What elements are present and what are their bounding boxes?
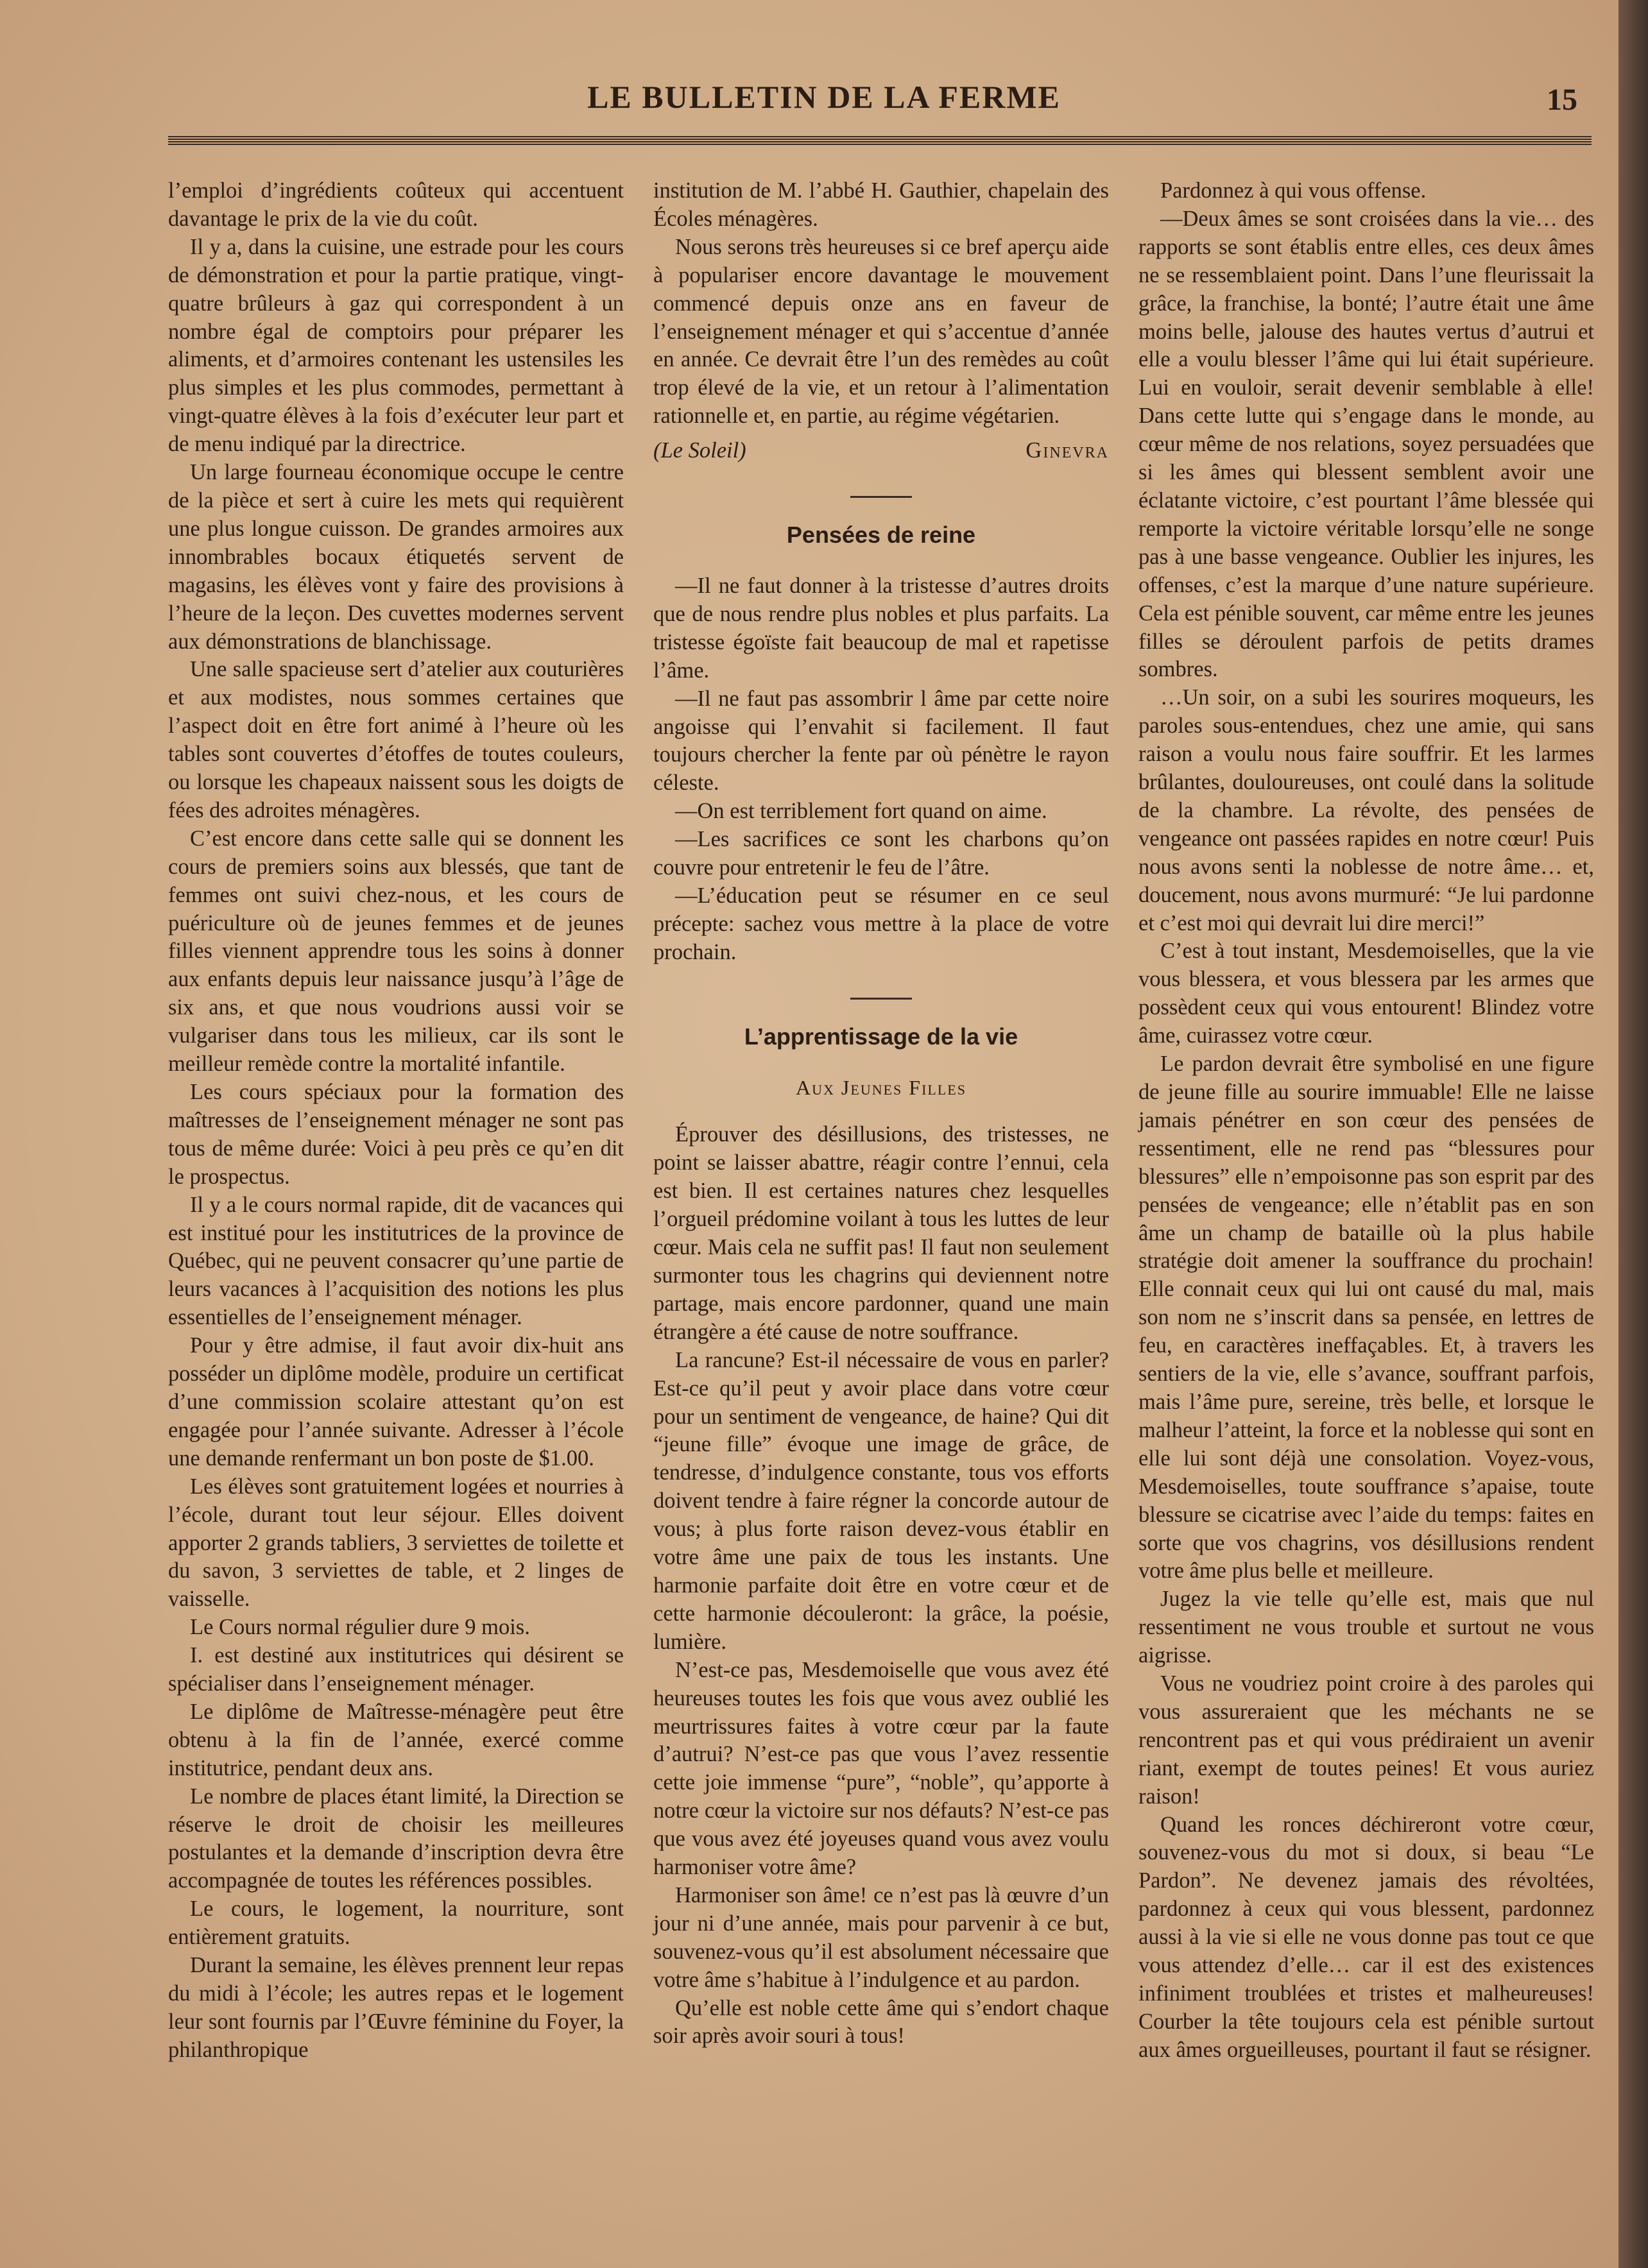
- paragraph: Pour y être admise, il faut avoir dix-huit ans posséder un diplôme modèle, produire un certificat d’une commission scolaire attestant qu’on est engagée pour l’année suivante. Adresser à l’école une demande renfermant un bon poste de $1.00.: [168, 1333, 624, 1471]
- section-heading: Pensées de reine: [786, 522, 976, 549]
- quote-paragraph: —Il ne faut donner à la tristesse d’autres droits que de nous rendre plus nobles et plus parfaits. La tristesse égoïste fait beaucoup de mal et rapetisse l’âme.: [653, 573, 1109, 683]
- paragraph: Il y a, dans la cuisine, une estrade pour les cours de démonstration et pour la partie pratique, vingt-quatre brûleurs à gaz qui correspondent à un nombre égal de comptoirs pour préparer les aliments, et d’armoires contenant les ustensiles les plus simples et les plus commodes, permettant à vingt-quatre élèves à la fois d’exécuter leur part et de menu indiqué par la directrice.: [168, 234, 624, 457]
- paragraph: l’emploi d’ingrédients coûteux qui accentuent davantage le prix de la vie du coût.: [168, 178, 624, 231]
- paragraph: Un large fourneau économique occupe le centre de la pièce et sert à cuire les mets qui requièrent une plus longue cuisson. De grandes armoires aux innombrables bocaux étiquetés servent de magasins, les élèves vont y faire des provisions à l’heure de la leçon. Des cuvettes modernes servent aux démonstrations de blanchissage.: [168, 460, 624, 654]
- paragraph: Nous serons très heureuses si ce bref aperçu aide à populariser encore davantage le mouvement commencé depuis onze ans en faveur de l’enseignement ménager et qui s’accentue d’année en année. Ce devrait être l’un des remèdes au coût trop élevé de la vie, et un retour à l’alimentation rationnelle et, en partie, au régime végétarien.: [653, 234, 1109, 429]
- article-source: (Le Soleil): [653, 438, 746, 463]
- paragraph: Éprouver des désillusions, des tristesses, ne point se laisser abattre, réagir contre l’ennui, cela est bien. Il est certaines natures chez lesquelles l’orgueil prédomine voilant à tous les luttes de leur cœur. Mais cela ne suffit pas! Il faut non seulement surmonter tous les chagrins qui deviennent notre partage, mais encore pardonner, quand une main étrangère a été cause de notre souffrance.: [653, 1122, 1109, 1344]
- paragraph: Quand les ronces déchireront votre cœur, souvenez-vous du mot si doux, si beau “Le Pardon”. Ne devenez jamais des révoltées, pardonnez à ceux qui vous blessent, pardonnez aussi à la vie si elle ne vous donne pas tout ce que vous attendez d’elle… car il est des existences infiniment troublées et tristes et malheureuses! Courber la tête toujours cela est pénible surtout aux âmes orgueilleuses, pourtant il faut se résigner.: [1138, 1812, 1594, 2062]
- paragraph: Le pardon devrait être symbolisé en une figure de jeune fille au sourire immuable! Elle ne laisse jamais pénétrer en son cœur des pensées de ressentiment, elle ne rend pas “blessures pour blessures” elle n’empoisonne pas son esprit par des pensées de vengeance; elle n’établit pas en son âme un champ de bataille où la plus habile stratégie doit amener la souffrance du prochain! Elle connait ceux qui lui ont causé du mal, mais son nom ne s’inscrit dans sa pensée, en lettres de feu, en caractères ineffaçables. Et, à travers les sentiers de la vie, elle s’avance, souffrant parfois, mais l’âme pure, sereine, très belle, et lorsque le malheur l’atteint, la force et la noblesse qui sont en elle lui sont déjà une consolation. Voyez-vous, Mesdemoiselles, toute souffrance s’apaise, toute blessure se cicatrise avec l’aide du temps: faites en sorte que vos chagrins, vos désillusions rendent votre âme plus belle et meilleure.: [1138, 1052, 1594, 1583]
- header-rule: [168, 136, 1592, 145]
- paragraph: C’est encore dans cette salle qui se donnent les cours de premiers soins aux blessés, que tant de femmes ont suivi chez-nous, et les cours de puériculture où de jeunes femmes et de jeunes filles viennent apprendre tous les soins à donner aux enfants depuis leur naissance jusqu’à l’âge de six ans, et que nous voudrions aussi voir se vulgariser dans tous les milieux, car ils sont le meilleur remède contre la mortalité infantile.: [168, 826, 624, 1077]
- paragraph: N’est-ce pas, Mesdemoiselle que vous avez été heureuses toutes les fois que vous avez oublié les meurtrissures faites à votre cœur par la faute d’autrui? N’est-ce pas que vous l’avez ressentie cette joie immense “pure”, “noble”, qu’apporte à notre cœur la victoire sur nos défauts? N’est-ce pas que vous avez été joyeuses quand vous avez voulu harmoniser votre âme?: [653, 1657, 1109, 1880]
- column-2: [653, 177, 1109, 2051]
- page-number: 15: [1547, 83, 1577, 117]
- paragraph: Une salle spacieuse sert d’atelier aux couturières et aux modistes, nous sommes certaines que l’aspect doit en être fort animé à l’heure où les tables sont couvertes d’étoffes de toutes couleurs, ou lorsque les chapeaux naissent sous les doigts de fées des adroites ménagères.: [168, 657, 624, 823]
- paragraph: Durant la semaine, les élèves prennent leur repas du midi à l’école; les autres repas et le logement leur sont fournis par l’Œuvre féminine du Foyer, la philanthropique: [168, 1953, 624, 2062]
- paragraph: Le cours, le logement, la nourriture, sont entièrement gratuits.: [168, 1897, 624, 1950]
- paragraph: Jugez la vie telle qu’elle est, mais que nul ressentiment ne vous trouble et surtout ne vous aigrisse.: [1138, 1587, 1594, 1668]
- paragraph: Qu’elle est noble cette âme qui s’endort chaque soir après avoir souri à tous!: [653, 1995, 1109, 2049]
- paragraph: Le Cours normal régulier dure 9 mois.: [190, 1615, 530, 1640]
- paragraph: …Un soir, on a subi les sourires moqueurs, les paroles sous-entendues, chez une amie, qui sans raison a voulu nous faire souffrir. Et les larmes brûlantes, douloureuses, ont coulé dans la solitude de la chambre. La révolte, des pensées de vengeance ont passées rapides en notre cœur! Puis nous avons senti la noblesse de notre âme… et, doucement, nous avons murmuré: “Je lui pardonne et c’est moi qui devrait lui dire merci!”: [1138, 685, 1594, 935]
- column-1: [168, 177, 624, 2065]
- quote-paragraph: —On est terriblement fort quand on aime.: [675, 799, 1047, 824]
- quote-paragraph: —Il ne faut pas assombrir l âme par cette noire angoisse qui l’envahit si facilement. Il faut toujours chercher la fente par où pénètre le rayon céleste.: [653, 686, 1109, 796]
- paragraph: Harmoniser son âme! ce n’est pas là œuvre d’un jour ni d’une année, mais pour parvenir à ce but, souvenez-vous qu’il est absolument nécessaire que votre âme s’habitue à l’indulgence et au pardon.: [653, 1882, 1109, 1992]
- paragraph: Il y a le cours normal rapide, dit de vacances qui est institué pour les institutrices de la province de Québec, qui ne peuvent consacrer qu’une partie de leurs vacances à l’acquisition des notions les plus essentielles de l’enseignement ménager.: [168, 1192, 624, 1330]
- quote-paragraph: —Les sacrifices ce sont les charbons qu’on couvre pour entretenir le feu de l’âtre.: [653, 827, 1109, 880]
- paragraph: Le diplôme de Maîtresse-ménagère peut être obtenu à la fin de l’année, exercé comme institutrice, pendant deux ans.: [168, 1699, 624, 1780]
- section-heading: L’apprentissage de la vie: [744, 1023, 1018, 1050]
- paragraph: Vous ne voudriez point croire à des paroles qui vous assureraient que les méchants ne se rencontrent pas et qui vous prédiraient un avenir riant, exempt de toutes peines! Et vous auriez raison!: [1138, 1671, 1594, 1809]
- quote-paragraph: —L’éducation peut se résumer en ce seul précepte: sachez vous mettre à la place de votre prochain.: [653, 883, 1109, 964]
- paragraph: Les cours spéciaux pour la formation des maîtresses de l’enseignement ménager ne sont pas tous de même durée: Voici à peu près ce qu’en dit le prospectus.: [168, 1080, 624, 1189]
- paragraph: —Deux âmes se sont croisées dans la vie… des rapports se sont établis entre elles, ces deux âmes ne se ressemblaient point. Dans l’une fleurissait la grâce, la franchise, la bonté; l’autre était une âme moins belle, jalouse des hautes vertus d’autrui et elle a voulu blesser l’âme qui lui était supérieure. Lui en vouloir, serait devenir semblable à elle! Dans cette lutte qui s’engage dans le monde, au cœur même de nos relations, soyez persuadées que si les âmes qui blessent semblent avoir une éclatante victoire, c’est pourtant l’âme blessée qui remporte la victoire véritable lorsqu’elle ne songe pas à une basse vengeance. Oublier les injures, les offenses, c’est la marque d’une nature supérieure. Cela est pénible souvent, car même entre les jeunes filles se déroulent parfois de petits drames sombres.: [1138, 206, 1594, 682]
- article-author: Ginevra: [1026, 438, 1109, 463]
- section-divider: [850, 496, 912, 498]
- page-binding-edge: [1618, 0, 1648, 2268]
- article-signature: [653, 437, 1109, 465]
- section-divider: [850, 998, 912, 1000]
- paragraph: Pardonnez à qui vous offense.: [1160, 178, 1427, 203]
- paragraph: C’est à tout instant, Mesdemoiselles, que la vie vous blessera, et vous blessera par les armes que possèdent ceux qui vous entourent! Blindez votre âme, cuirassez votre cœur.: [1138, 939, 1594, 1048]
- paragraph: Les élèves sont gratuitement logées et nourries à l’école, durant tout leur séjour. Elles doivent apporter 2 grands tabliers, 3 serviettes de toilette et du savon, 3 serviettes de table, et 2 linges de vaisselle.: [168, 1474, 624, 1612]
- paragraph: Le nombre de places étant limité, la Direction se réserve le droit de choisir les meilleures postulantes et la demande d’inscription devra être accompagnée de toutes les références possibles.: [168, 1784, 624, 1893]
- column-3: [1138, 177, 1594, 2065]
- section-subheading: Aux Jeunes Filles: [796, 1075, 966, 1099]
- paragraph: institution de M. l’abbé H. Gauthier, chapelain des Écoles ménagères.: [653, 178, 1109, 231]
- page-header-title: LE BULLETIN DE LA FERME: [587, 79, 1061, 115]
- paragraph: I. est destiné aux institutrices qui désirent se spécialiser dans l’enseignement ménager.: [168, 1643, 624, 1696]
- paragraph: La rancune? Est-il nécessaire de vous en parler? Est-ce qu’il peut y avoir place dans votre cœur pour un sentiment de vengeance, de haine? Qui dit “jeune fille” évoque une image de grâce, de tendresse, d’indulgence constante, tous vos efforts doivent tendre à faire régner la concorde autour de vous; à plus forte raison devez-vous établir en votre âme une paix de tous les instants. Une harmonie parfaite doit être en votre cœur et de cette harmonie découleront: la grâce, la poésie, lumière.: [653, 1347, 1109, 1654]
